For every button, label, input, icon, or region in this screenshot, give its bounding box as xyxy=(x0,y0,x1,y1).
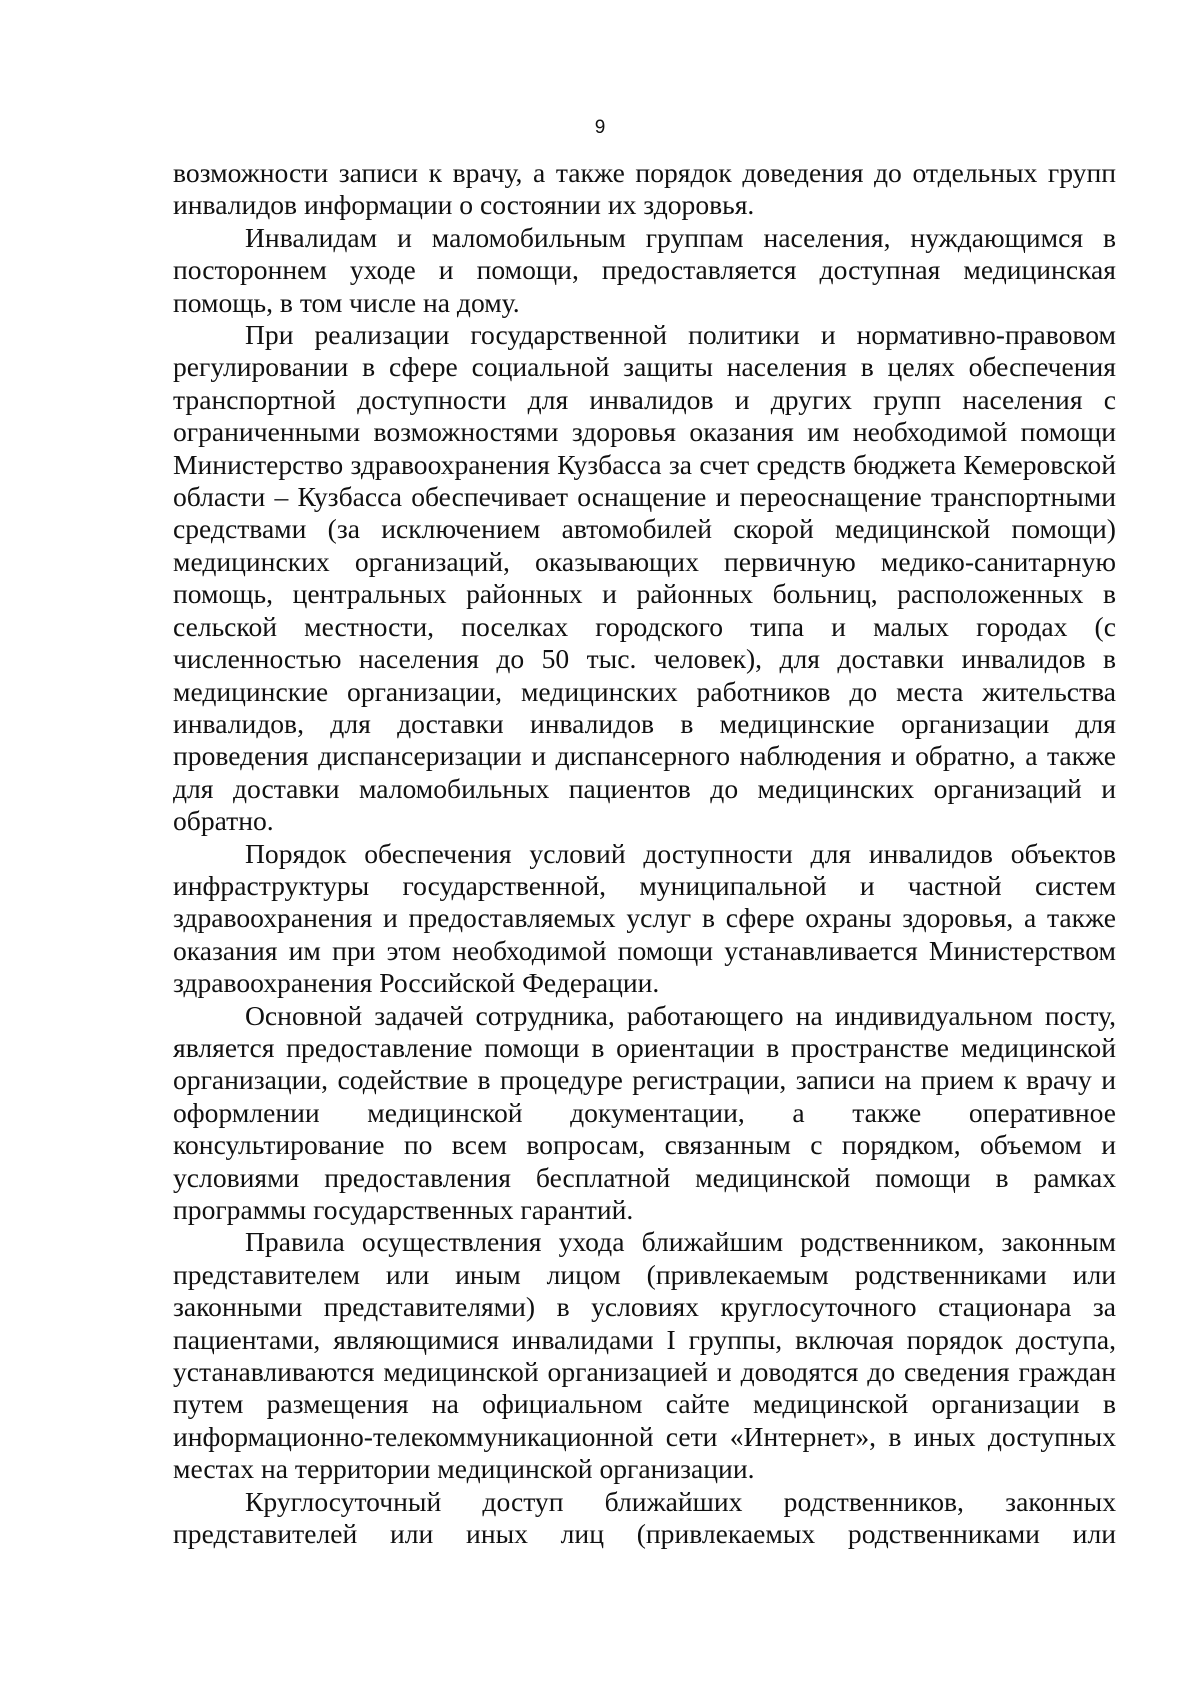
page-number: 9 xyxy=(594,117,606,138)
paragraph-5: Основной задачей сотрудника, работающего на индивидуальном посту, является предоставление помощи в ориентации в пространстве медицинской организации, содействие в процедуре регистрации, записи на прием к врачу и оформлении медицинской документации, а также оперативное консультирование по всем вопросам, связанным с порядком, объемом и условиями предоставления бесплатной медицинской помощи в рамках программы государственных гарантий. xyxy=(173,999,1116,1225)
paragraph-7: Круглосуточный доступ ближайших родственников, законных представителей или иных лиц (привлекаемых родственниками или xyxy=(173,1485,1116,1550)
paragraph-4: Порядок обеспечения условий доступности для инвалидов объектов инфраструктуры государственной, муниципальной и частной систем здравоохранения и предоставляемых услуг в сфере охраны здоровья, а также оказания им при этом необходимой помощи устанавливается Министерством здравоохранения Российской Федерации. xyxy=(173,837,1116,999)
document-body xyxy=(173,157,1116,1550)
paragraph-2: Инвалидам и маломобильным группам населения, нуждающимся в постороннем уходе и помощи, предоставляется доступная медицинская помощь, в том числе на дому. xyxy=(173,221,1116,318)
paragraph-6: Правила осуществления ухода ближайшим родственником, законным представителем или иным лицом (привлекаемым родственниками или законными представителями) в условиях круглосуточного стационара за пациентами, являющимися инвалидами I группы, включая порядок доступа, устанавливаются медицинской организацией и доводятся до сведения граждан путем размещения на официальном сайте медицинской организации в информационно-телекоммуникационной сети «Интернет», в иных доступных местах на территории медицинской организации. xyxy=(173,1226,1116,1485)
paragraph-1: возможности записи к врачу, а также порядок доведения до отдельных групп инвалидов информации о состоянии их здоровья. xyxy=(173,157,1116,221)
paragraph-3: При реализации государственной политики и нормативно-правовом регулировании в сфере социальной защиты населения в целях обеспечения транспортной доступности для инвалидов и других групп населения с ограниченными возможностями здоровья оказания им необходимой помощи Министерство здравоохранения Кузбасса за счет средств бюджета Кемеровской области – Кузбасса обеспечивает оснащение и переоснащение транспортными средствами (за исключением автомобилей скорой медицинской помощи) медицинских организаций, оказывающих первичную медико-санитарную помощь, центральных районных и районных больниц, расположенных в сельской местности, поселках городского типа и малых городах (с численностью населения до 50 тыс. человек), для доставки инвалидов в медицинские организации, медицинских работников до места жительства инвалидов, для доставки инвалидов в медицинские организации для проведения диспансеризации и диспансерного наблюдения и обратно, а также для доставки маломобильных пациентов до медицинских организаций и обратно. xyxy=(173,319,1116,837)
